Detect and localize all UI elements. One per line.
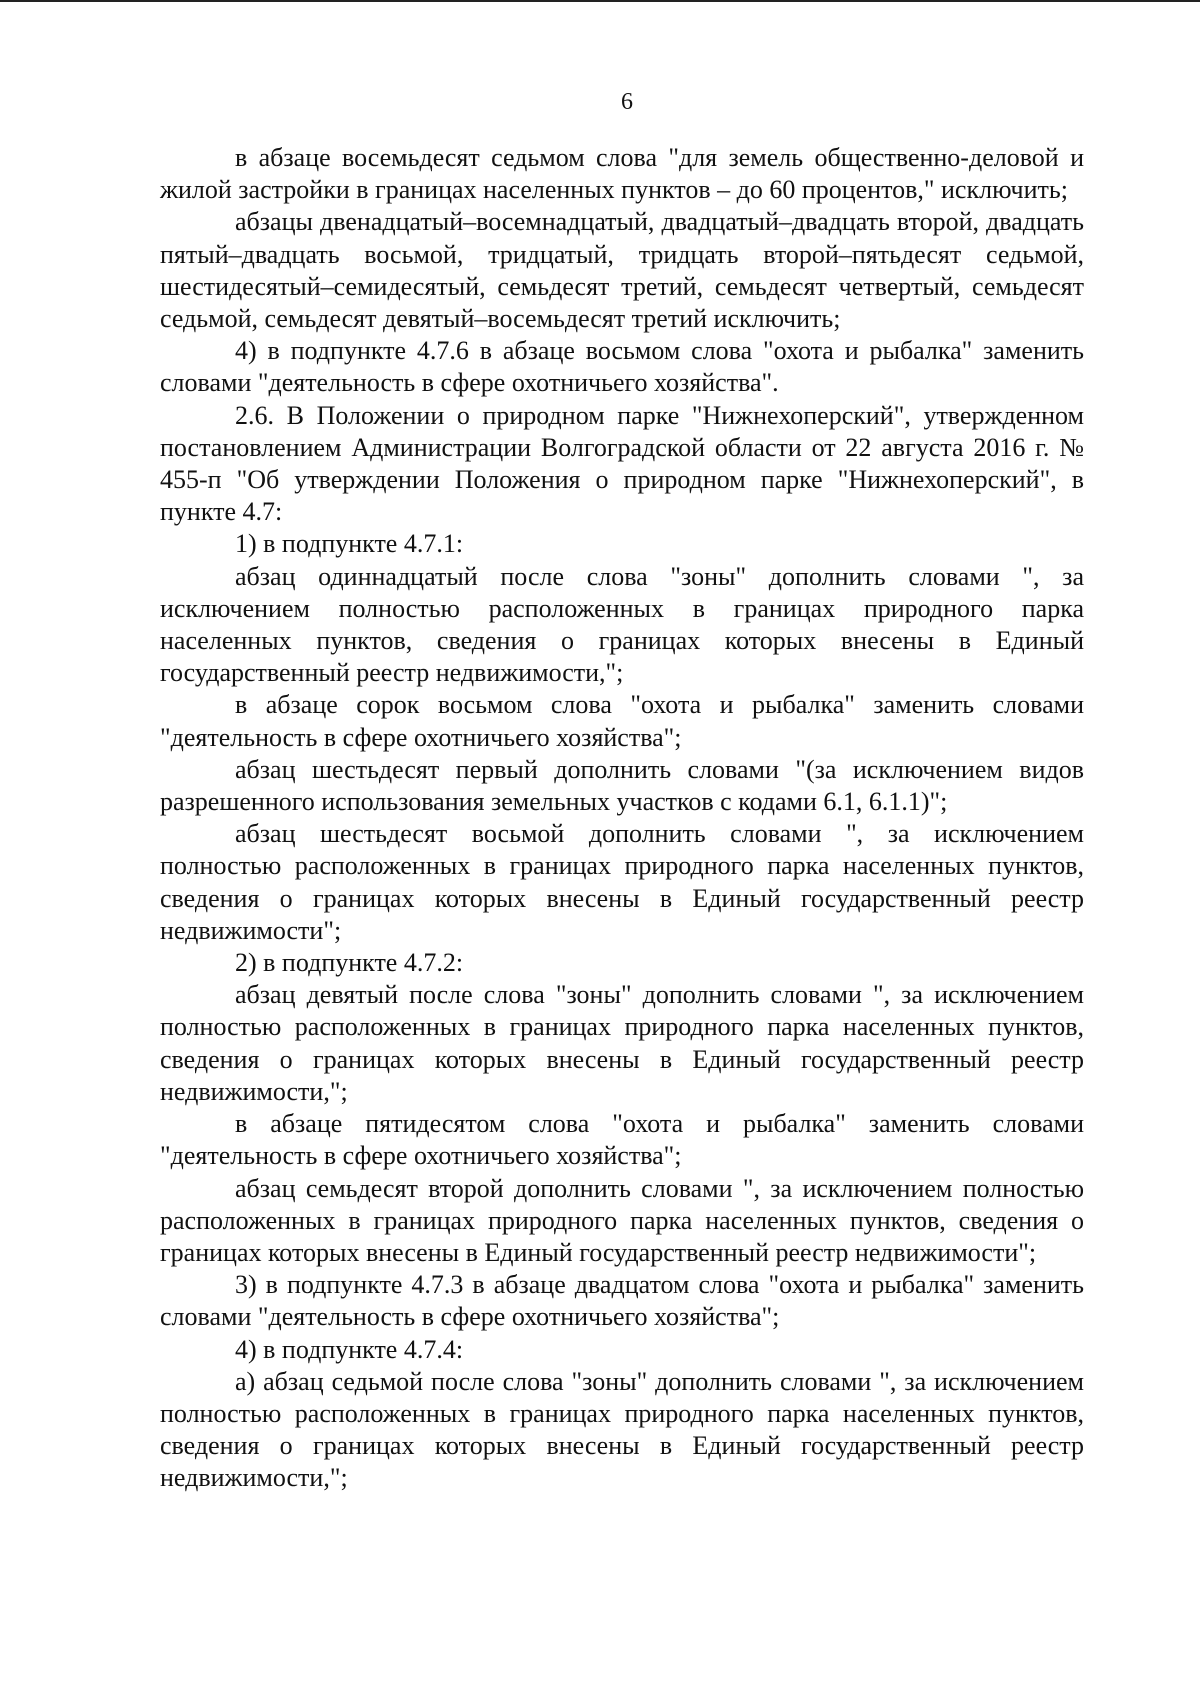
paragraph: 2.6. В Положении о природном парке "Нижнехоперский", утвержденном постановлением Администрации Волгоградской области от 22 августа 2016 г. № 455-п "Об утверждении Положения о природном парке "Нижнехоперский", в пункте 4.7: bbox=[160, 400, 1084, 527]
paragraph: абзац шестьдесят восьмой дополнить словами ", за исключением полностью расположенных в границах природного парка населенных пунктов, сведения о границах которых внесены в Единый государственный реестр недвижимости"; bbox=[160, 819, 1084, 945]
paragraph: в абзаце пятидесятом слова "охота и рыбалка" заменить словами "деятельность в сфере охотничьего хозяйства"; bbox=[160, 1109, 1084, 1171]
paragraph: 4) в подпункте 4.7.4: bbox=[235, 1334, 464, 1364]
paragraph: абзац одиннадцатый после слова "зоны" дополнить словами ", за исключением полностью расположенных в границах природного парка населенных пунктов, сведения о границах которых внесены в Единый государственный реестр недвижимости,"; bbox=[160, 561, 1084, 688]
document-body bbox=[160, 142, 1084, 1495]
paragraph: в абзаце сорок восьмом слова "охота и рыбалка" заменить словами "деятельность в сфере охотничьего хозяйства"; bbox=[160, 690, 1084, 752]
paragraph: абзац девятый после слова "зоны" дополнить словами ", за исключением полностью расположенных в границах природного парка населенных пунктов, сведения о границах которых внесены в Единый государственный реестр недвижимости,"; bbox=[160, 980, 1084, 1106]
paragraph: 3) в подпункте 4.7.3 в абзаце двадцатом слова "охота и рыбалка" заменить словами "деятельность в сфере охотничьего хозяйства"; bbox=[160, 1270, 1084, 1332]
paragraph: в абзаце восемьдесят седьмом слова "для земель общественно-деловой и жилой застройки в границах населенных пунктов – до 60 процентов," исключить; bbox=[160, 143, 1084, 205]
paragraph: 4) в подпункте 4.7.6 в абзаце восьмом слова "охота и рыбалка" заменить словами "деятельность в сфере охотничьего хозяйства". bbox=[160, 336, 1084, 398]
paragraph: абзац шестьдесят первый дополнить словами "(за исключением видов разрешенного использования земельных участков с кодами 6.1, 6.1.1)"; bbox=[160, 754, 1084, 817]
paragraph: абзацы двенадцатый–восемнадцатый, двадцатый–двадцать второй, двадцать пятый–двадцать восьмой, тридцатый, тридцать второй–пятьдесят седьмой, шестидесятый–семидесятый, семьдесят третий, семьдесят четвертый, семьдесят седьмой, семьдесят девятый–восемьдесят третий исключить; bbox=[160, 207, 1084, 334]
page-number: 6 bbox=[621, 89, 633, 115]
paragraph: абзац семьдесят второй дополнить словами ", за исключением полностью расположенных в границах природного парка населенных пунктов, сведения о границах которых внесены в Единый государственный реестр недвижимости"; bbox=[160, 1173, 1084, 1267]
paragraph: 2) в подпункте 4.7.2: bbox=[235, 948, 464, 978]
paragraph: а) абзац седьмой после слова "зоны" дополнить словами ", за исключением полностью расположенных в границах природного парка населенных пунктов, сведения о границах которых внесены в Единый государственный реестр недвижимости,"; bbox=[160, 1366, 1084, 1493]
scan-edge bbox=[0, 0, 1200, 2]
paragraph: 1) в подпункте 4.7.1: bbox=[235, 529, 464, 559]
